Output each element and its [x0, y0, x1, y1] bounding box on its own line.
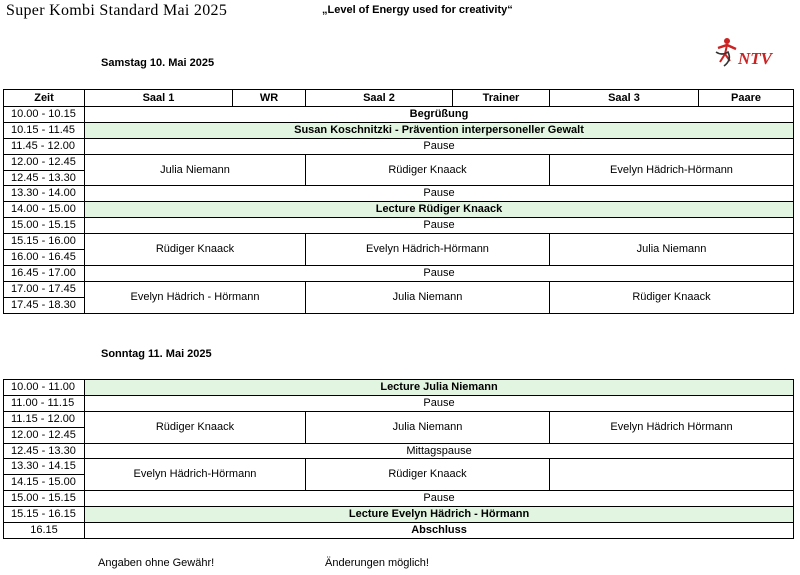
- saal2-trainer-cell: Julia Niemann: [306, 411, 550, 443]
- table-row: [4, 281, 794, 297]
- table-row: [4, 411, 794, 427]
- table-row: [4, 491, 794, 507]
- time-cell: 15.15 - 16.00: [4, 234, 85, 250]
- saal3-trainer-cell: Rüdiger Knaack: [550, 281, 794, 313]
- time-cell: 12.45 - 13.30: [4, 443, 85, 459]
- time-cell: 12.00 - 12.45: [4, 427, 85, 443]
- ntv-logo-icon: [712, 36, 772, 68]
- table-row: [4, 380, 794, 396]
- time-cell: 15.15 - 16.15: [4, 507, 85, 523]
- time-cell: 14.00 - 15.00: [4, 202, 85, 218]
- event-cell: Lecture Evelyn Hädrich - Hörmann: [85, 507, 794, 523]
- ntv-logo: [712, 36, 772, 68]
- time-cell: 16.45 - 17.00: [4, 265, 85, 281]
- time-cell: 15.00 - 15.15: [4, 491, 85, 507]
- event-cell: Susan Koschnitzki - Prävention interpersoneller Gewalt: [85, 122, 794, 138]
- table-row: [4, 234, 794, 250]
- table-row: [4, 154, 794, 170]
- time-cell: 11.45 - 12.00: [4, 138, 85, 154]
- time-cell: 17.00 - 17.45: [4, 281, 85, 297]
- time-cell: 16.15: [4, 523, 85, 539]
- saal2-trainer-cell: Evelyn Hädrich-Hörmann: [306, 234, 550, 266]
- time-cell: 10.00 - 11.00: [4, 380, 85, 396]
- break-cell: Pause: [85, 186, 794, 202]
- saal3-trainer-cell: [550, 459, 794, 491]
- event-motto: „Level of Energy used for creativity“: [322, 4, 513, 16]
- saal3-trainer-cell: Julia Niemann: [550, 234, 794, 266]
- time-cell: 11.15 - 12.00: [4, 411, 85, 427]
- saal2-trainer-cell: Rüdiger Knaack: [306, 459, 550, 491]
- time-cell: 11.00 - 11.15: [4, 395, 85, 411]
- saal3-trainer-cell: Evelyn Hädrich Hörmann: [550, 411, 794, 443]
- sunday-heading: Sonntag 11. Mai 2025: [101, 348, 212, 360]
- break-cell: Pause: [85, 395, 794, 411]
- break-cell: Pause: [85, 138, 794, 154]
- time-cell: 13.30 - 14.00: [4, 186, 85, 202]
- col-saal3: Saal 3: [550, 90, 699, 107]
- table-row: [4, 459, 794, 475]
- col-wr: WR: [233, 90, 306, 107]
- saal1-trainer-cell: Rüdiger Knaack: [85, 411, 306, 443]
- document-title: Super Kombi Standard Mai 2025: [6, 2, 228, 19]
- col-zeit: Zeit: [4, 90, 85, 107]
- table-row: [4, 218, 794, 234]
- table-row: [4, 507, 794, 523]
- changes-note: Änderungen möglich!: [325, 557, 429, 569]
- table-header-row: [4, 90, 794, 107]
- col-paare: Paare: [699, 90, 794, 107]
- time-cell: 16.00 - 16.45: [4, 250, 85, 266]
- col-trainer: Trainer: [453, 90, 550, 107]
- table-row: [4, 443, 794, 459]
- table-row: [4, 122, 794, 138]
- table-row: [4, 202, 794, 218]
- time-cell: 14.15 - 15.00: [4, 475, 85, 491]
- break-cell: Mittagspause: [85, 443, 794, 459]
- table-row: [4, 186, 794, 202]
- event-cell: Begrüßung: [85, 107, 794, 123]
- time-cell: 10.00 - 10.15: [4, 107, 85, 123]
- time-cell: 10.15 - 11.45: [4, 122, 85, 138]
- saal1-trainer-cell: Julia Niemann: [85, 154, 306, 186]
- col-saal2: Saal 2: [306, 90, 453, 107]
- saturday-schedule-table: [3, 89, 794, 314]
- table-row: [4, 107, 794, 123]
- event-cell: Abschluss: [85, 523, 794, 539]
- saal1-trainer-cell: Evelyn Hädrich - Hörmann: [85, 281, 306, 313]
- break-cell: Pause: [85, 491, 794, 507]
- saal2-trainer-cell: Rüdiger Knaack: [306, 154, 550, 186]
- time-cell: 17.45 - 18.30: [4, 297, 85, 313]
- time-cell: 12.45 - 13.30: [4, 170, 85, 186]
- saal1-trainer-cell: Evelyn Hädrich-Hörmann: [85, 459, 306, 491]
- event-cell: Lecture Julia Niemann: [85, 380, 794, 396]
- break-cell: Pause: [85, 265, 794, 281]
- table-row: [4, 265, 794, 281]
- table-row: [4, 395, 794, 411]
- svg-text:NTV: NTV: [738, 49, 772, 68]
- time-cell: 15.00 - 15.15: [4, 218, 85, 234]
- saal1-trainer-cell: Rüdiger Knaack: [85, 234, 306, 266]
- table-row: [4, 523, 794, 539]
- sunday-schedule-table: [3, 379, 794, 539]
- col-saal1: Saal 1: [85, 90, 233, 107]
- time-cell: 12.00 - 12.45: [4, 154, 85, 170]
- time-cell: 13.30 - 14.15: [4, 459, 85, 475]
- saturday-heading: Samstag 10. Mai 2025: [101, 57, 215, 69]
- saal2-trainer-cell: Julia Niemann: [306, 281, 550, 313]
- event-cell: Lecture Rüdiger Knaack: [85, 202, 794, 218]
- break-cell: Pause: [85, 218, 794, 234]
- saal3-trainer-cell: Evelyn Hädrich-Hörmann: [550, 154, 794, 186]
- table-row: [4, 138, 794, 154]
- disclaimer-note: Angaben ohne Gewähr!: [98, 557, 215, 569]
